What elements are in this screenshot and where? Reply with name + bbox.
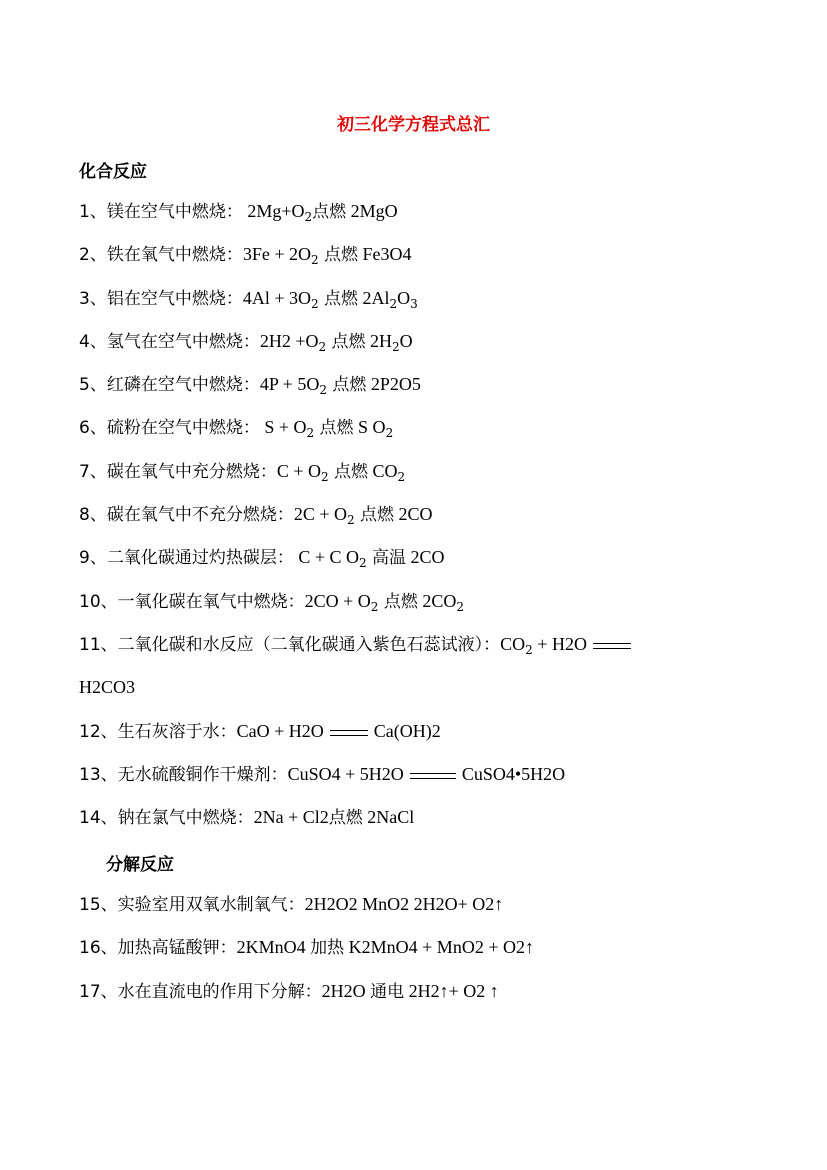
equation-line-3: 3、铝在空气中燃烧：$4Al + 3O_2$ 点燃 $2Al_2O_3$ [79, 288, 418, 311]
document-title: 初三化学方程式总汇 [337, 115, 490, 135]
equation-line-8: 8、碳在氧气中不充分燃烧：$2C + O_2$ 点燃 2CO [79, 504, 433, 527]
equation-line-9: 9、二氧化碳通过灼热碳层： C + C $O_2$ 高温 2CO [79, 547, 445, 570]
equation-line-11: 11、二氧化碳和水反应（二氧化碳通入紫色石蕊试液）：$CO_2 + H2O$ [79, 633, 637, 656]
equation-line-12: 12、生石灰溶于水：CaO + H2O Ca(OH)2 [79, 721, 441, 742]
equation-line-14: 14、钠在氯气中燃烧：2Na + Cl2点燃 2NaCl [79, 807, 415, 828]
equals-sign [410, 773, 456, 779]
equation-line-4: 4、氢气在空气中燃烧：$2H2 +O_2$ 点燃 $2H_2O$ [79, 331, 413, 354]
equation-line-13: 13、无水硫酸铜作干燥剂：CuSO4 + 5H2O CuSO4•5H2O [79, 764, 566, 785]
equals-sign [593, 643, 631, 649]
equation-line-11-continued: H2CO3 [79, 677, 136, 697]
equation-line-7: 7、碳在氧气中充分燃烧：$C + O_2$ 点燃 $CO_2$ [79, 461, 406, 484]
equation-line-16: 16、加热高锰酸钾：2KMnO4 加热 K2MnO4 + MnO2 + O2↑ [79, 937, 534, 958]
section-heading-decomposition: 分解反应 [106, 855, 174, 875]
equation-line-2: 2、铁在氧气中燃烧：$3Fe + 2O_2$ 点燃 Fe3O4 [79, 244, 412, 267]
equation-line-17: 17、水在直流电的作用下分解：2H2O 通电 2H2↑+ O2 ↑ [79, 981, 499, 1002]
equals-sign [330, 730, 368, 736]
equation-line-6: 6、硫粉在空气中燃烧： $S + O_2$ 点燃 S $O_2$ [79, 417, 394, 440]
equation-line-1: 1、镁在空气中燃烧： $2Mg+O_2$点燃 2MgO [79, 201, 398, 224]
section-heading-combination: 化合反应 [79, 162, 147, 182]
equation-line-15: 15、实验室用双氧水制氧气：2H2O2 MnO2 2H2O+ O2↑ [79, 894, 504, 915]
equation-line-5: 5、红磷在空气中燃烧：$4P + 5O_2$ 点燃 2P2O5 [79, 374, 421, 397]
equation-line-10: 10、一氧化碳在氧气中燃烧：$2CO + O_2$ 点燃 $2CO_2$ [79, 591, 464, 614]
